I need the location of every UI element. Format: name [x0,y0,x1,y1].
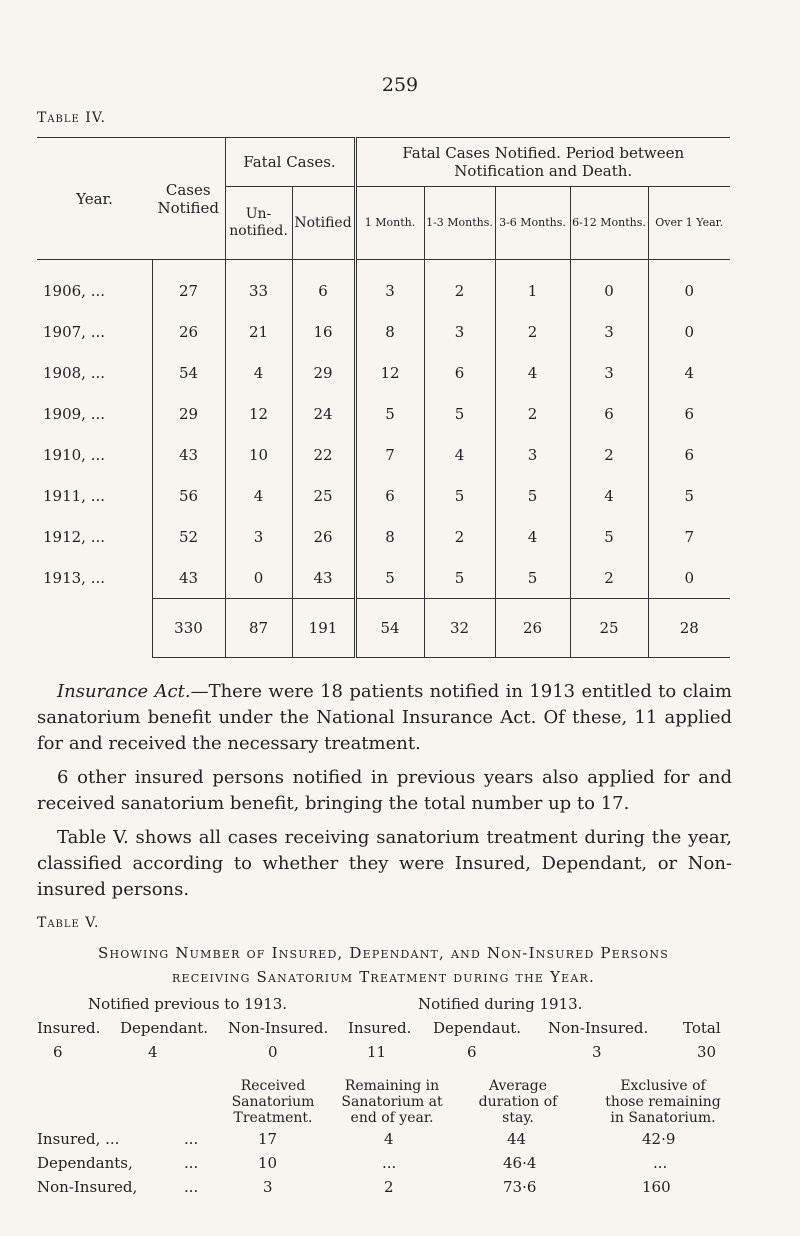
cell: 0 [648,260,730,312]
sub-header-received [215,1078,331,1126]
value: 4 [148,1043,158,1061]
un-notified-header: Un-notified. [225,187,292,260]
cell: 5 [355,557,424,599]
cell: 2 [495,311,570,352]
year-header: Year. [37,138,152,260]
cell: 7 [355,434,424,475]
cell: 26 [292,516,355,557]
table5-title-line2: receiving Sanatorium Treatment during the Year. [171,968,595,986]
sub-header-average [466,1078,570,1126]
year-cell: 1913, ... [43,568,106,587]
col-total: Total [683,1019,721,1037]
cell: 8 [355,311,424,352]
sub-header-line: end of year. [350,1110,434,1126]
table-row [37,260,730,312]
total-cell: 54 [355,599,424,658]
cell: 4 [495,352,570,393]
cell: 4 [424,434,495,475]
row-label: Non-Insured, [37,1178,138,1196]
cell: 0 [648,557,730,599]
total-cell: 28 [648,599,730,658]
total-cell: 330 [152,599,225,658]
cell: 10 [225,434,292,475]
cell: 56 [152,475,225,516]
cell: 2 [424,516,495,557]
cell: 0 [225,557,292,599]
paragraph-text: 6 other insured persons notified in previous years also applied for and received sanatorium benefit, bringing the total number up to 17. [37,767,732,814]
cell: 2 [570,434,648,475]
cell: 26 [152,311,225,352]
sub-header-line: Average [488,1078,548,1094]
cell: 6 [355,475,424,516]
col-non-insured: Non-Insured. [228,1019,329,1037]
value: 0 [268,1043,278,1061]
cases-notified-header: Cases Notified [152,138,225,260]
row-label: Dependants, [37,1154,133,1172]
table5-title [37,941,730,989]
month-1-header: 1 Month. [355,187,424,260]
cell: 8 [355,516,424,557]
over-1-year-header: Over 1 Year. [648,187,730,260]
cell: 5 [648,475,730,516]
cell: 0 [648,311,730,352]
table-row [37,475,730,516]
value: 6 [467,1043,477,1061]
table-iv [37,137,730,658]
cell: 4 [570,475,648,516]
received-cell: 10 [258,1154,278,1172]
totals-row [37,599,730,658]
group-previous-header: Notified previous to 1913. [88,995,288,1013]
cell: 3 [570,311,648,352]
table5-title-line1: Showing Number of Insured, Dependant, and Non-Insured Persons [98,944,669,962]
cell: 33 [225,260,292,312]
paragraph-table-v-intro [37,825,732,903]
col-dependant: Dependant. [120,1019,209,1037]
cell: 25 [292,475,355,516]
table-row [37,393,730,434]
cell: 43 [292,557,355,599]
average-cell: 44 [507,1130,527,1148]
cell: 6 [648,434,730,475]
cell: 21 [225,311,292,352]
fatal-period-header: Fatal Cases Notified. Period between Notification and Death. [355,138,730,187]
average-cell: 73·6 [503,1178,537,1196]
value: 3 [592,1043,602,1061]
year-cell: 1908, ... [43,363,106,382]
received-cell: 17 [258,1130,278,1148]
cell: 5 [424,475,495,516]
cell: 3 [570,352,648,393]
cell: 5 [424,393,495,434]
year-cell: 1909, ... [43,404,106,423]
cell: 3 [225,516,292,557]
col-insured-1913: Insured. [348,1019,412,1037]
totals-spacer [37,599,152,658]
exclusive-cell: ... [653,1154,668,1172]
page-number: 259 [381,74,419,96]
sub-header-line: Sanatorium [231,1094,315,1110]
cell: 2 [570,557,648,599]
received-cell: 3 [263,1178,273,1196]
sub-header-line: in Sanatorium. [610,1110,716,1126]
cell: 16 [292,311,355,352]
table5-label: Table V. [37,915,100,931]
sub-header-line: stay. [502,1110,534,1126]
table-row [37,557,730,599]
total-cell: 87 [225,599,292,658]
exclusive-cell: 42·9 [642,1130,676,1148]
notified-header: Notified [292,187,355,260]
cell: 1 [495,260,570,312]
cell: 6 [424,352,495,393]
cell: 2 [424,260,495,312]
sub-header-exclusive [595,1078,731,1126]
cell: 4 [225,352,292,393]
total-cell: 25 [570,599,648,658]
table-row [37,516,730,557]
paragraph-insurance-act [37,679,732,757]
remaining-cell: 2 [384,1178,394,1196]
sub-header-line: Received [240,1078,306,1094]
cell: 29 [152,393,225,434]
paragraph-text: Table V. shows all cases receiving sanatorium treatment during the year, classified according to whether they were Insured, Dependant, or Non-insured persons. [37,827,732,900]
sub-header-line: Sanatorium at [341,1094,443,1110]
paragraph-other-insured [37,765,732,817]
sub-header-line: Exclusive of [620,1078,706,1094]
year-cell: 1912, ... [43,527,106,546]
cell: 4 [495,516,570,557]
cell: 3 [424,311,495,352]
col-insured: Insured. [37,1019,101,1037]
months-6-12-header: 6-12 Months. [570,187,648,260]
cell: 5 [495,557,570,599]
cell: 43 [152,557,225,599]
cell: 2 [495,393,570,434]
sub-header-remaining [332,1078,452,1126]
cell: 6 [570,393,648,434]
table4-label: Table IV. [37,110,106,126]
cell: 12 [225,393,292,434]
cell: 43 [152,434,225,475]
insurance-act-heading: Insurance Act. [57,681,191,702]
cell: 54 [152,352,225,393]
total-cell: 191 [292,599,355,658]
cell: 3 [355,260,424,312]
cell: 5 [355,393,424,434]
group-during-header: Notified during 1913. [418,995,583,1013]
year-cell: 1910, ... [43,445,106,464]
value: 30 [697,1043,717,1061]
cell: 4 [648,352,730,393]
cell: 5 [424,557,495,599]
sub-header-line: those remaining [605,1094,721,1110]
exclusive-cell: 160 [642,1178,671,1196]
cell: 29 [292,352,355,393]
row-dots: ... [184,1154,199,1172]
cell: 6 [292,260,355,312]
value: 6 [53,1043,63,1061]
remaining-cell: ... [382,1154,397,1172]
paragraph-text: —There were 18 patients notified in 1913 entitled to claim sanatorium benefit under the National Insurance Act. Of these, 11 applied for and received the necessary treatment. [37,681,732,754]
cell: 12 [355,352,424,393]
cell: 5 [495,475,570,516]
table-row [37,352,730,393]
cell: 52 [152,516,225,557]
sub-header-line: Remaining in [344,1078,440,1094]
cell: 27 [152,260,225,312]
cell: 6 [648,393,730,434]
cell: 24 [292,393,355,434]
row-label: Insured, ... [37,1130,120,1148]
col-dependant-1913: Dependaut. [433,1019,522,1037]
year-cell: 1906, ... [43,281,106,300]
sub-header-line: duration of [478,1094,558,1110]
row-dots: ... [184,1130,199,1148]
cell: 7 [648,516,730,557]
months-3-6-header: 3-6 Months. [495,187,570,260]
cell: 22 [292,434,355,475]
months-1-3-header: 1-3 Months. [424,187,495,260]
cell: 4 [225,475,292,516]
col-non-insured-1913: Non-Insured. [548,1019,649,1037]
total-cell: 32 [424,599,495,658]
fatal-cases-header: Fatal Cases. [225,138,355,187]
total-cell: 26 [495,599,570,658]
year-cell: 1911, ... [43,486,106,505]
table-row [37,311,730,352]
sub-header-line: Treatment. [233,1110,313,1126]
cell: 0 [570,260,648,312]
cell: 3 [495,434,570,475]
row-dots: ... [184,1178,199,1196]
remaining-cell: 4 [384,1130,394,1148]
year-cell: 1907, ... [43,322,106,341]
average-cell: 46·4 [503,1154,537,1172]
table-row [37,434,730,475]
value: 11 [367,1043,387,1061]
cell: 5 [570,516,648,557]
